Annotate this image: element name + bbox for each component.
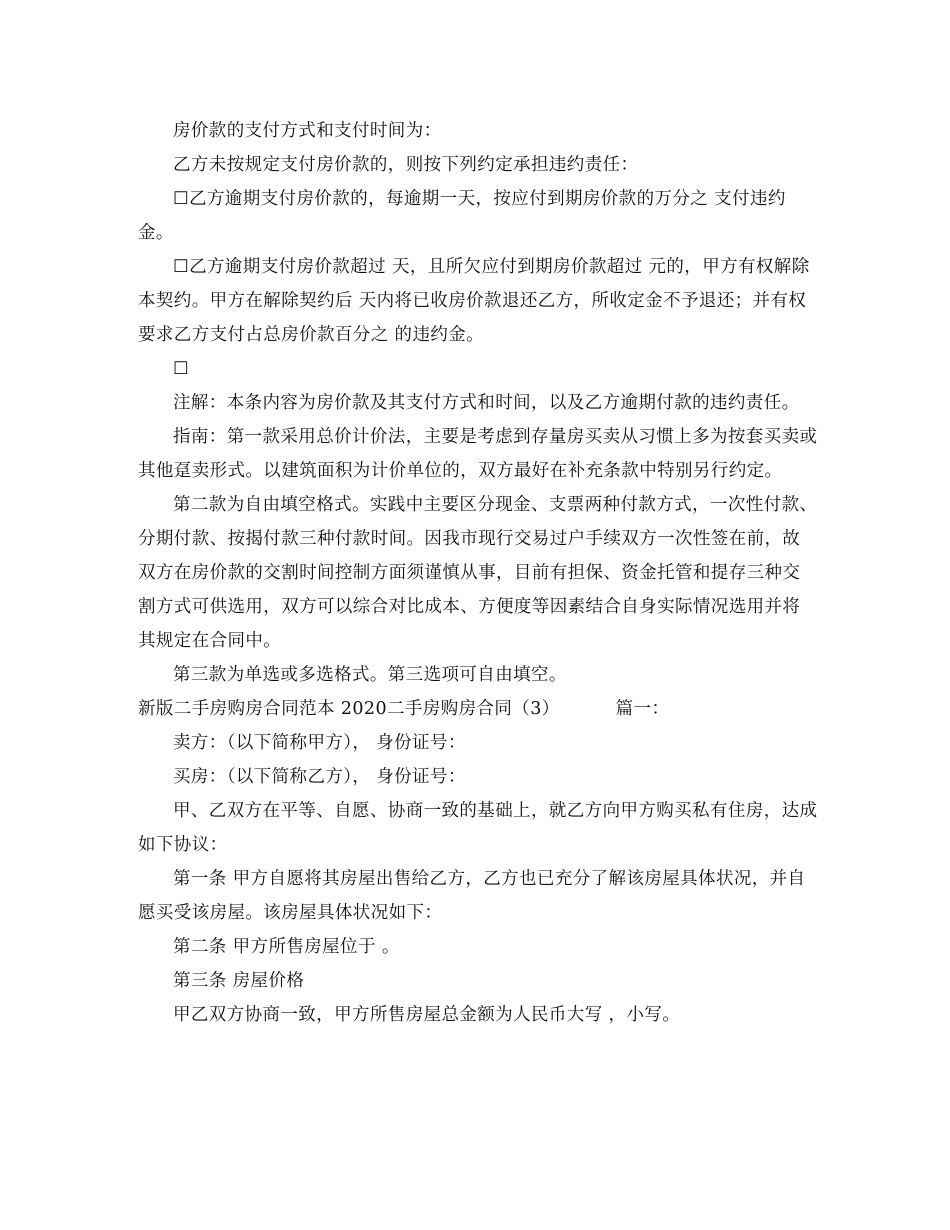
document-title-suffix: 篇一： (615, 699, 670, 719)
paragraph-price: 甲乙双方协商一致，甲方所售房屋总金额为人民币大写 ，小写。 (173, 1005, 681, 1025)
paragraph-buyer: 买房：（以下简称乙方）， 身份证号： (173, 767, 466, 787)
paragraph-payment-method: 房价款的支付方式和支付时间为： (173, 121, 442, 141)
paragraph-annotation: 注解：本条内容为房价款及其支付方式和时间，以及乙方逾期付款的违约责任。 (173, 393, 800, 413)
paragraph-breach-intro: 乙方未按规定支付房价款的，则按下列约定承担违约责任： (173, 155, 639, 175)
paragraph-option-2: ☐乙方逾期支付房价款超过 天，且所欠应付到期房价款超过 元的，甲方有权解除本契约。甲方在解除契约后 天内将已收房价款退还乙方，所收定金不予退还；并有权要求乙方支付占总房价款百分之 的违约金。 (138, 257, 810, 345)
document-body (138, 114, 818, 1032)
paragraph-agreement-intro: 甲、乙双方在平等、自愿、协商一致的基础上，就乙方向甲方购买私有住房，达成如下协议： (138, 801, 818, 855)
paragraph-article-2: 第二条 甲方所售房屋位于 。 (173, 937, 400, 957)
document-title-main: 新版二手房购房合同范本 2020二手房购房合同（3） (138, 699, 560, 719)
paragraph-option-3: ☐ (173, 359, 190, 379)
paragraph-article-1: 第一条 甲方自愿将其房屋出售给乙方，乙方也已充分了解该房屋具体状况，并自愿买受该房屋。该房屋具体状况如下： (138, 869, 806, 923)
paragraph-seller: 卖方：（以下简称甲方）， 身份证号： (173, 733, 466, 753)
paragraph-clause-3-note: 第三款为单选或多选格式。第三选项可自由填空。 (173, 665, 567, 685)
paragraph-clause-2-note: 第二款为自由填空格式。实践中主要区分现金、支票两种付款方式，一次性付款、分期付款、按揭付款三种付款时间。因我市现行交易过户手续双方一次性签在前，故双方在房价款的交割时间控制方面须谨慎从事，目前有担保、资金托管和提存三种交割方式可供选用，双方可以综合对比成本、方便度等因素结合自身实际情况选用并将其规定在合同中。 (138, 495, 818, 651)
paragraph-guide: 指南：第一款采用总价计价法，主要是考虑到存量房买卖从习惯上多为按套买卖或其他趸卖形式。以建筑面积为计价单位的，双方最好在补充条款中特别另行约定。 (138, 427, 818, 481)
paragraph-article-3: 第三条 房屋价格 (173, 971, 305, 991)
document-title (138, 692, 818, 726)
paragraph-option-1: ☐乙方逾期支付房价款的，每逾期一天，按应付到期房价款的万分之 支付违约金。 (138, 189, 786, 243)
